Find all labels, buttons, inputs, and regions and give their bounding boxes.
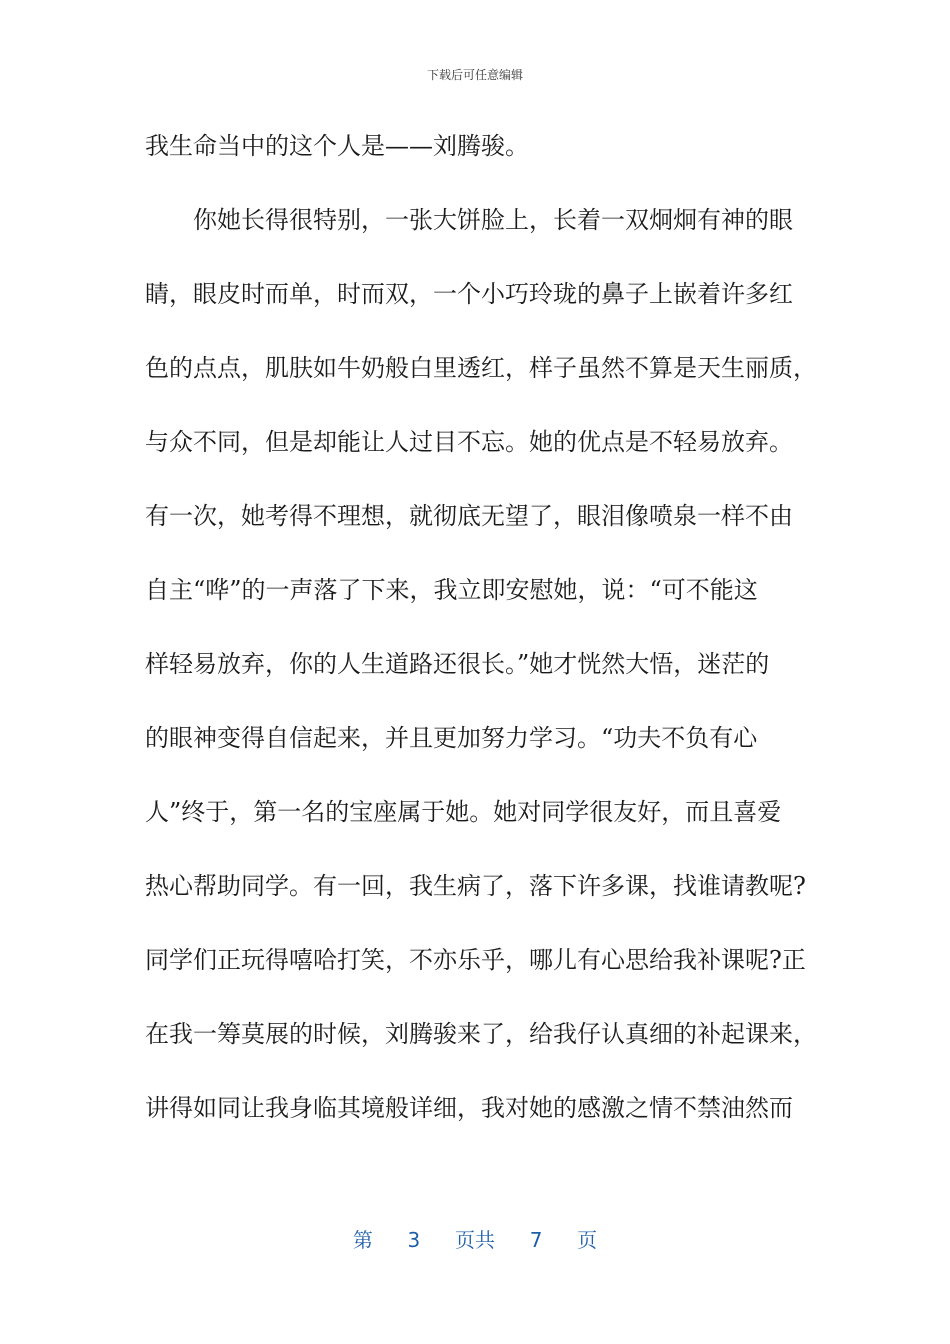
footer-prefix: 第	[352, 1228, 373, 1252]
text-line: 有一次，她考得不理想，就彻底无望了，眼泪像喷泉一样不由	[145, 502, 793, 530]
text-line: 与众不同，但是却能让人过目不忘。她的优点是不轻易放弃。	[145, 428, 793, 456]
footer-total-pages: 7	[529, 1228, 543, 1252]
text-line: 讲得如同让我身临其境般详细，我对她的感激之情不禁油然而	[145, 1094, 793, 1122]
footer-middle: 页共	[455, 1228, 495, 1252]
text-line: 在我一筹莫展的时候，刘腾骏来了，给我仔认真细的补起课来，	[145, 1020, 817, 1048]
text-line: 人”终于，第一名的宝座属于她。她对同学很友好，而且喜爱	[145, 798, 782, 826]
page-footer	[0, 1224, 950, 1253]
text-line: 样轻易放弃，你的人生道路还很长。”她才恍然大悟，迷茫的	[145, 650, 770, 678]
footer-page-number: 3	[407, 1228, 421, 1252]
text-line: 自主“哗”的一声落了下来，我立即安慰她，说：“可不能这	[145, 576, 758, 604]
text-line: 热心帮助同学。有一回，我生病了，落下许多课，找谁请教呢?	[145, 872, 806, 900]
text-line: 睛，眼皮时而单，时而双，一个小巧玲珑的鼻子上嵌着许多红	[145, 280, 793, 308]
text-line: 的眼神变得自信起来，并且更加努力学习。“功夫不负有心	[145, 724, 758, 752]
header-note: 下载后可任意编辑	[426, 68, 523, 82]
text-line: 你她长得很特别，一张大饼脸上，长着一双炯炯有神的眼	[145, 206, 793, 234]
text-line: 同学们正玩得嘻哈打笑，不亦乐乎，哪儿有心思给我补课呢?正	[145, 946, 806, 974]
text-line: 色的点点，肌肤如牛奶般白里透红，样子虽然不算是天生丽质，	[145, 354, 817, 382]
text-line: 我生命当中的这个人是——刘腾骏。	[145, 132, 529, 160]
footer-suffix: 页	[577, 1228, 598, 1252]
